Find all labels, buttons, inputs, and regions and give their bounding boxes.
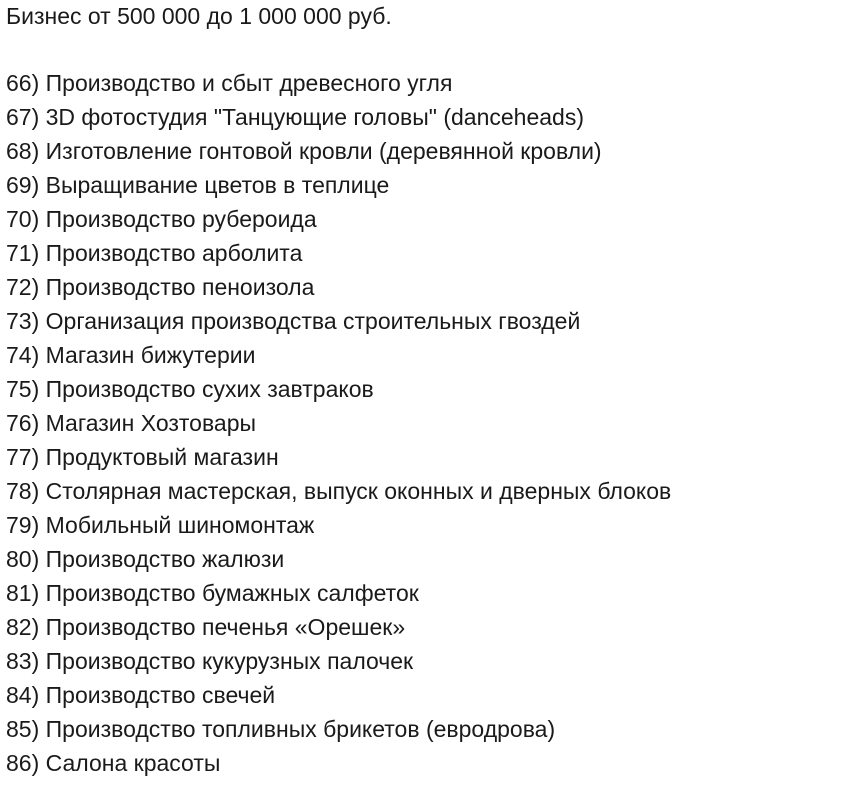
list-item: 70) Производство рубероида (6, 206, 317, 232)
list-item: 69) Выращивание цветов в теплице (6, 172, 390, 198)
list-item: 67) 3D фотостудия "Танцующие головы" (danceheads) (6, 104, 584, 130)
list-item: 84) Производство свечей (6, 682, 276, 708)
list-item: 71) Производство арболита (6, 240, 303, 266)
list-item: 72) Производство пеноизола (6, 274, 315, 300)
list-item: 78) Столярная мастерская, выпуск оконных и дверных блоков (6, 478, 672, 504)
list-item: 82) Производство печенья «Орешек» (6, 614, 406, 640)
business-list (6, 66, 671, 780)
list-item: 77) Продуктовый магазин (6, 444, 279, 470)
list-item: 74) Магазин бижутерии (6, 342, 256, 368)
document (6, 0, 862, 776)
list-item: 86) Салона красоты (6, 750, 221, 776)
document-heading: Бизнес от 500 000 до 1 000 000 руб. (6, 3, 392, 29)
list-item: 76) Магазин Хозтовары (6, 410, 257, 436)
list-item: 83) Производство кукурузных палочек (6, 648, 414, 674)
list-item: 80) Производство жалюзи (6, 546, 285, 572)
list-item: 85) Производство топливных брикетов (евродрова) (6, 716, 556, 742)
list-item: 73) Организация производства строительных гвоздей (6, 308, 581, 334)
list-item: 68) Изготовление гонтовой кровли (деревянной кровли) (6, 138, 602, 164)
list-item: 81) Производство бумажных салфеток (6, 580, 419, 606)
list-item: 66) Производство и сбыт древесного угля (6, 70, 453, 96)
list-item: 75) Производство сухих завтраков (6, 376, 374, 402)
list-item: 79) Мобильный шиномонтаж (6, 512, 315, 538)
